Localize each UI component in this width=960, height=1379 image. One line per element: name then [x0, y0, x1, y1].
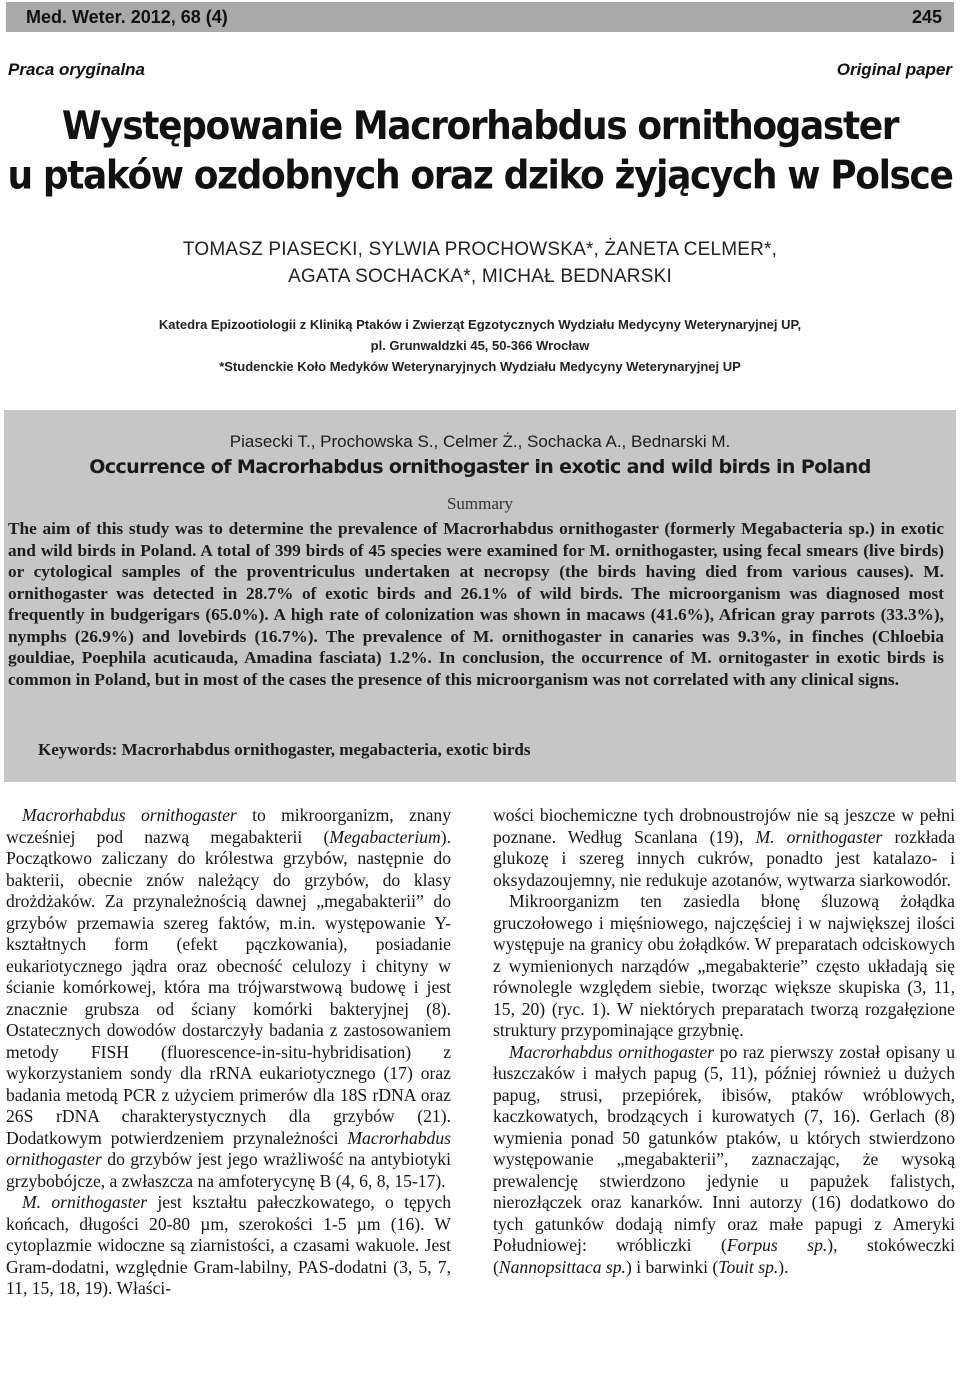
body-column-left [6, 805, 451, 1300]
article-title-line1: Występowanie Macrorhabdus ornithogaster [61, 104, 899, 149]
affiliation [0, 314, 960, 377]
english-summary-box [4, 410, 956, 782]
author-list [0, 236, 960, 290]
body-paragraph: M. ornithogaster jest kształtu pałeczkowatego, o tępych końcach, długości 20-80 µm, szerokości 1-5 µm (16). W cytoplazmie widoczne są ziarnistości, a czasami wakuole. Jest Gram-dodatni, względnie Gram-labilny, PAS-dodatni (3, 5, 7, 11, 15, 18, 19). Właści- [6, 1192, 452, 1298]
genus-name: Touit sp. [718, 1256, 779, 1277]
body-paragraph: Mikroorganizm ten zasiedla błonę śluzową żołądka gruczołowego i mięśniowego, najczęściej i w największej ilości występuje na granicy obu żołądków. W preparatach odciskowych z wymienionych narządów „megabakterie” często układają się równolegle względem siebie, tworząc większe skupiska (3, 11, 15, 20) (ryc. 1). W niektórych preparatach tworzą rozgałęzione struktury przypominające grzybnię. [493, 891, 955, 1040]
body-paragraph: Macrorhabdus ornithogaster po raz pierwszy został opisany u łuszczaków i małych papug (5, 11), później również u dużych papug, strusi, przepiórek, ibisów, ptaków wróblowych, kaczkowatych, brodzących i kurowatych (7, 16). Gerlach (8) wymienia ponad 50 gatunków ptaków, u których stwierdzono występowanie „megabakterii”, zaznaczając, że wysoką prewalencję stwierdzono jedynie u papużek falistych, nierozłączek oraz kanarków. Inni autorzy (16) dodatkowo do tych gatunków dodają nimfy oraz małe papugi z Ameryki Południowej: wróbliczki (Forpus sp.), stokóweczki (Nannopsittaca sp.) i barwinki (Touit sp.). [493, 1041, 955, 1277]
species-name: Macrorhabdus ornithogaster [509, 1041, 715, 1062]
journal-citation: Med. Weter. 2012, 68 (4) [26, 7, 228, 27]
species-name: M. ornithogaster [22, 1192, 148, 1212]
affiliation-line3: *Studenckie Koło Medyków Weterynaryjnych Wydziału Medycyny Weterynaryjnej UP [219, 359, 741, 374]
summary-text: The aim of this study was to determine the prevalence of Macrorhabdus ornithogaster (formerly Megabacteria sp.) in exotic and wild birds in Poland. A total of 399 birds of 45 species were examined for M. ornithogaster, using fecal smears (live birds) or cytological samples of the proventriculus undertaken at necropsy (the birds having died from various causes). M. ornithogaster was detected in 28.7% of exotic birds and 26.1% of wild birds. The microorganism was diagnosed most frequently in budgerigars (65.0%). A high rate of colonization was shown in macaws (41.6%), African gray parrots (33.3%), nymphs (26.9%) and lovebirds (16.7%). The prevalence of M. ornithogaster in canaries was 9.3%, in finches (Chloebia gouldiae, Poephila acuticauda, Amadina fasciata) 1.2%. In conclusion, the occurrence of M. ornitogaster in exotic birds is common in Poland, but in most of the cases the presence of this microorganism was not correlated with any clinical signs. [8, 519, 944, 689]
summary-authors: Piasecki T., Prochowska S., Celmer Ż., Sochacka A., Bednarski M. [229, 432, 731, 451]
author-line1: TOMASZ PIASECKI, SYLWIA PROCHOWSKA*, ŻANETA CELMER*, [182, 239, 778, 260]
genus-name: Nannopsittaca sp. [498, 1256, 626, 1277]
affiliation-line2: pl. Grunwaldzki 45, 50-366 Wrocław [370, 338, 590, 353]
article-title-line2: u ptaków ozdobnych oraz dziko żyjących w Polsce [7, 154, 953, 199]
genus-name: Megabacterium [329, 826, 441, 847]
article-type-polish: Praca oryginalna [8, 60, 146, 79]
body-paragraph: wości biochemiczne tych drobnoustrojów nie są jeszcze w pełni poznane. Według Scanlana (19), M. ornithogaster rozkłada glukozę i szereg innych cukrów, ponadto jest katalazo- i oksydazoujemny, nie redukuje azotanów, wytwarza siarkowodór. [493, 805, 956, 890]
author-line2: AGATA SOCHACKA*, MICHAŁ BEDNARSKI [288, 266, 672, 287]
species-name: Macrorhabdus ornithogaster [6, 1127, 451, 1169]
article-title [0, 102, 960, 201]
species-name: Macrorhabdus ornithogaster [22, 805, 237, 825]
summary-title: Occurrence of Macrorhabdus ornithogaster in exotic and wild birds in Poland [89, 456, 871, 478]
affiliation-line1: Katedra Epizootiologii z Kliniką Ptaków i Zwierząt Egzotycznych Wydziału Medycyny Weterynaryjnej UP, [158, 317, 802, 332]
summary-heading: Summary [446, 494, 514, 513]
page-number: 245 [911, 7, 942, 27]
article-type-english: Original paper [836, 60, 952, 79]
body-paragraph: Macrorhabdus ornithogaster to mikroorganizm, znany wcześniej pod nazwą megabakterii (Megabacterium). Początkowo zaliczany do królestwa grzybów, następnie do bakterii, obecnie znów należący do grzybów, do klasy drożdżaków. Za przynależnością dawnej „megabakterii” do grzybów przemawia szereg faktów, m.in. występowanie Y-kształtnych form (efekt pączkowania), posiadanie eukariotycznego jądra oraz obecność celulozy i chityny w ścianie komórkowej, która ma trójwarstwową budowę i jest znacznie grubsza od ściany komórki bakteryjnej (8). Ostatecznych dowodów dostarczyły badania z zastosowaniem metody FISH (fluorescence-in-situ-hybridisation) z wykorzystaniem sondy dla rRNA eukariotycznego (17) oraz badania metodą PCR z użyciem primerów dla 18S rDNA oraz 26S rDNA charakterystycznych dla grzybów (21). Dodatkowym potwierdzeniem przynależności Macrorhabdus ornithogaster do grzybów jest jego wrażliwość na antybiotyki grzybobójcze, a zwłaszcza na amfoterycynę B (4, 6, 8, 15-17). [6, 805, 451, 1191]
genus-name: Forpus sp. [726, 1235, 828, 1255]
summary-keywords: Keywords: Macrorhabdus ornithogaster, megabacteria, exotic birds [38, 740, 531, 759]
body-column-right [493, 805, 955, 1278]
journal-header-bar [6, 2, 954, 32]
species-name: M. ornithogaster [755, 826, 883, 847]
